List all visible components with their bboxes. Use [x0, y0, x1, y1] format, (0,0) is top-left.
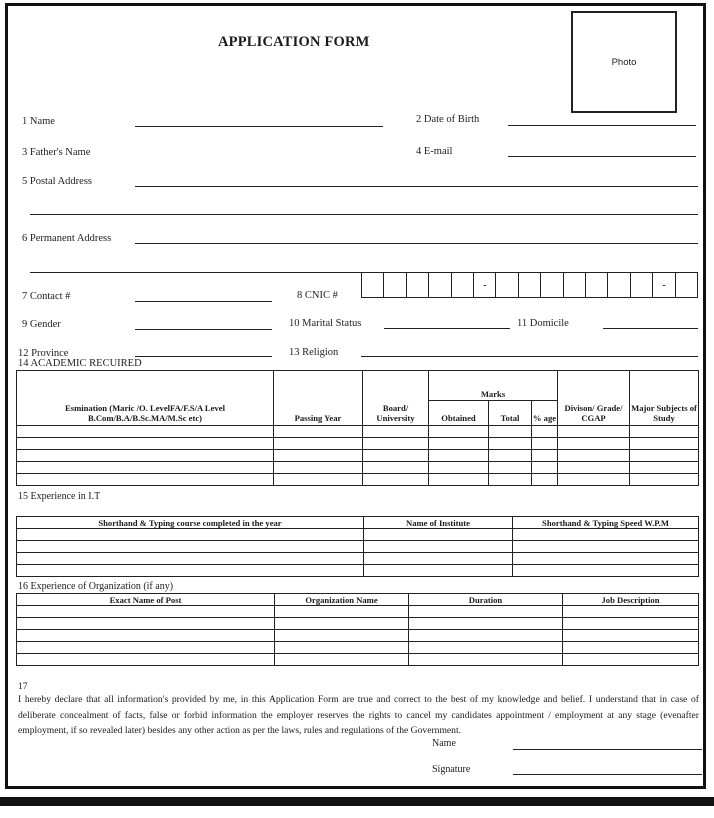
- cnic-dash-box: -: [474, 273, 496, 297]
- cnic-box[interactable]: [541, 273, 563, 297]
- col-institute: Name of Institute: [364, 517, 513, 529]
- col-passing-year: Passing Year: [274, 371, 363, 426]
- col-marks: Marks: [429, 371, 558, 401]
- it-experience-label: 15 Experience in I.T: [18, 491, 101, 502]
- table-row: [17, 529, 699, 541]
- table-row: [17, 654, 699, 666]
- father-name-label: 3 Father's Name: [22, 147, 91, 158]
- gender-label: 9 Gender: [22, 319, 61, 330]
- religion-field[interactable]: [361, 356, 698, 357]
- marital-status-label: 10 Marital Status: [289, 318, 362, 329]
- table-row: [17, 565, 699, 577]
- table-row: [17, 553, 699, 565]
- table-row: [17, 541, 699, 553]
- cnic-box[interactable]: [676, 273, 697, 297]
- photo-label: Photo: [611, 56, 637, 68]
- col-total: Total: [489, 401, 532, 426]
- col-speed: Shorthand & Typing Speed W.P.M: [513, 517, 699, 529]
- col-post: Exact Name of Post: [17, 594, 275, 606]
- permanent-address-label: 6 Permanent Address: [22, 233, 112, 244]
- province-label: 12 Province: [18, 348, 69, 359]
- table-row: [17, 450, 699, 462]
- name-label: 1 Name: [22, 116, 55, 127]
- table-row: [17, 618, 699, 630]
- email-label: 4 E-mail: [416, 146, 453, 157]
- org-experience-table: [16, 593, 699, 666]
- photo-box[interactable]: [571, 11, 677, 113]
- table-row: [17, 438, 699, 450]
- table-row: [17, 462, 699, 474]
- domicile-label: 11 Domicile: [517, 318, 569, 329]
- cnic-box[interactable]: [496, 273, 518, 297]
- col-course: Shorthand & Typing course completed in the year: [17, 517, 364, 529]
- permanent-address-field[interactable]: [135, 243, 698, 244]
- cnic-field[interactable]: [361, 272, 698, 298]
- academic-table: [16, 370, 699, 486]
- col-organization: Organization Name: [275, 594, 409, 606]
- table-row: [17, 642, 699, 654]
- table-row: [17, 606, 699, 618]
- postal-address-field[interactable]: [135, 186, 698, 187]
- dob-field[interactable]: [508, 125, 696, 126]
- col-job-description: Job Description: [563, 594, 699, 606]
- cnic-box[interactable]: [407, 273, 429, 297]
- postal-address-label: 5 Postal Address: [22, 176, 93, 187]
- col-duration: Duration: [409, 594, 563, 606]
- email-field[interactable]: [508, 156, 696, 157]
- cnic-label: 8 CNIC #: [297, 290, 338, 301]
- table-row: [17, 630, 699, 642]
- religion-label: 13 Religion: [289, 347, 339, 358]
- declaration: [18, 681, 699, 739]
- cnic-box[interactable]: [564, 273, 586, 297]
- declaration-name-label: Name: [432, 738, 456, 749]
- gender-field[interactable]: [135, 329, 272, 330]
- declaration-name-field[interactable]: [513, 749, 702, 750]
- col-obtained: Obtained: [429, 401, 489, 426]
- table-row: [17, 426, 699, 438]
- contact-label: 7 Contact #: [22, 291, 71, 302]
- domicile-field[interactable]: [603, 328, 698, 329]
- cnic-box[interactable]: [429, 273, 451, 297]
- contact-field[interactable]: [135, 301, 272, 302]
- org-experience-label: 16 Experience of Organization (if any): [18, 581, 174, 592]
- cnic-box[interactable]: [608, 273, 630, 297]
- declaration-number: 17: [18, 681, 28, 692]
- cnic-box[interactable]: [452, 273, 474, 297]
- col-examination: Esmination (Maric /O. LevelFA/F.S/A Level B.Com/B.A/B.Sc.MA/M.Sc etc): [17, 371, 274, 426]
- postal-address-field-line2[interactable]: [30, 214, 698, 215]
- page-bottom-bar: [0, 797, 714, 806]
- province-field[interactable]: [135, 356, 272, 357]
- dob-label: 2 Date of Birth: [416, 114, 480, 125]
- cnic-box[interactable]: [519, 273, 541, 297]
- name-field[interactable]: [135, 126, 383, 127]
- cnic-box[interactable]: [362, 273, 384, 297]
- cnic-dash-box: -: [653, 273, 675, 297]
- signature-label: Signature: [432, 764, 471, 775]
- marital-status-field[interactable]: [384, 328, 510, 329]
- signature-field[interactable]: [513, 774, 702, 775]
- col-division: Divison/ Grade/ CGAP: [558, 371, 630, 426]
- col-percentage: % age: [532, 401, 558, 426]
- academic-section-label: 14 ACADEMIC RECUIRED: [18, 358, 142, 369]
- form-title: APPLICATION FORM: [218, 34, 370, 50]
- cnic-box[interactable]: [586, 273, 608, 297]
- table-row: [17, 474, 699, 486]
- col-major-subjects: Major Subjects of Study: [630, 371, 699, 426]
- declaration-text: I hereby declare that all information's provided by me, in this Application Form are true and correct to the best of my knowledge and belief. I understand that in case of deliberate concealment of facts, false or forbid information the employer reserves the rights to cancel my candidates appointment / employment at any stage (evenafter employment, if so revealed later) besides any other action as per the laws, rules and regulations of the Government.: [18, 694, 699, 737]
- cnic-box[interactable]: [631, 273, 653, 297]
- col-board: Board/ University: [363, 371, 429, 426]
- it-experience-table: [16, 516, 699, 577]
- cnic-box[interactable]: [384, 273, 406, 297]
